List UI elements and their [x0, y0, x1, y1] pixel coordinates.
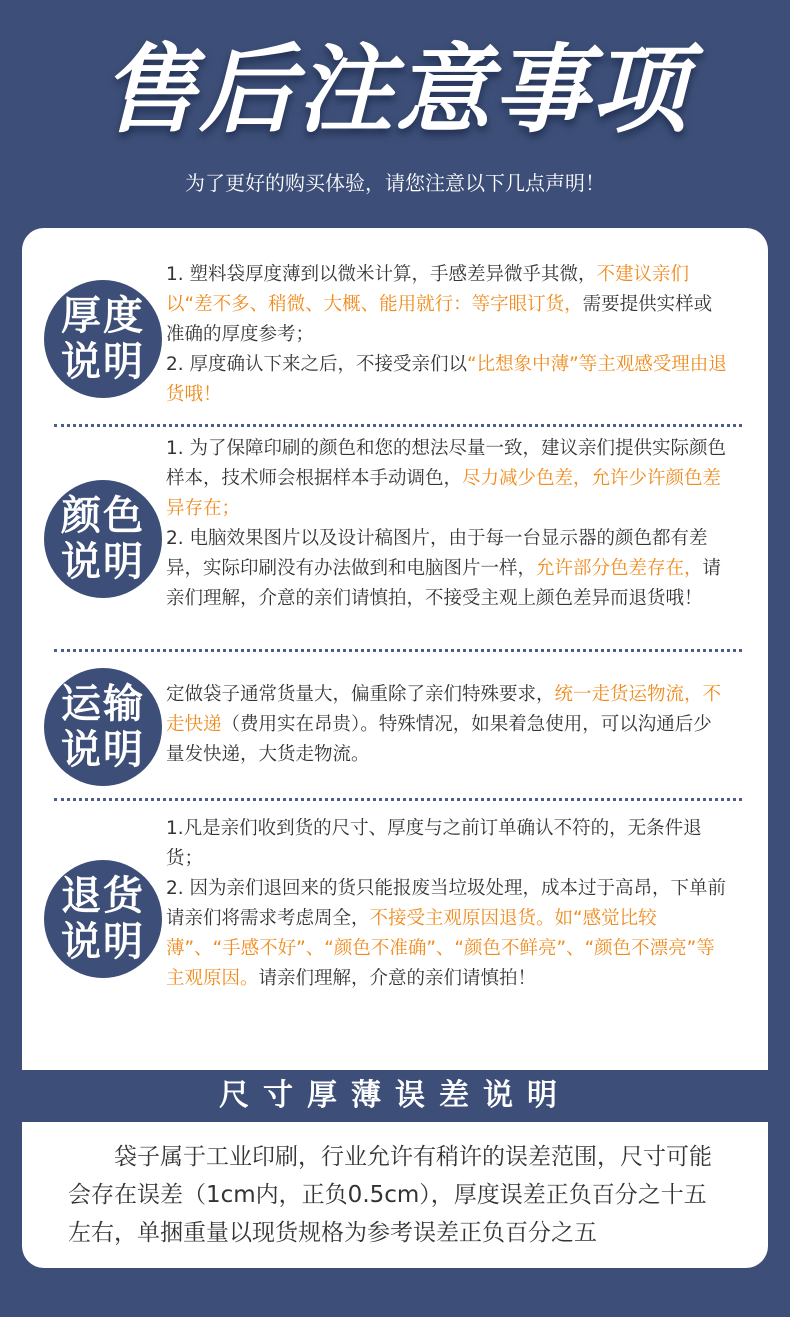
badge-line: 说明: [61, 539, 145, 585]
body-text: 1.凡是亲们收到货的尺寸、厚度与之前订单确认不符的，无条件退货；: [166, 818, 702, 869]
highlight-text: 不建议亲们以“差不多、稍微、大概、能用就行：等字眼订货，: [166, 264, 690, 315]
body-text: 定做袋子通常货量大，偏重除了亲们特殊要求，: [166, 684, 555, 705]
body-text: 需要提供实样或准确的厚度参考；: [166, 294, 713, 345]
body-text: 2. 厚度确认下来之后，不接受亲们以: [166, 354, 468, 375]
badge-thickness: [44, 280, 162, 398]
dotted-divider: [54, 798, 742, 801]
section-paragraph: [166, 680, 728, 770]
section-paragraph: [166, 874, 728, 994]
badge-line: 说明: [61, 339, 145, 385]
tolerance-heading: 尺寸厚薄误差说明: [22, 1070, 768, 1122]
section-paragraph: [166, 434, 728, 524]
section-paragraph: [166, 524, 728, 614]
badge-line: 退货: [61, 873, 145, 919]
section-text: [166, 680, 728, 770]
section-paragraph: [166, 814, 728, 874]
body-text: 1. 为了保障印刷的颜色和您的想法尽量一致，建议亲们提供实际颜色样本，技术师会根据样本手动调色，: [166, 438, 727, 489]
badge-line: 说明: [61, 727, 145, 773]
badge-color: [44, 480, 162, 598]
body-text: 请亲们理解，介意的亲们请慎拍，不接受主观上颜色差异而退货哦！: [166, 558, 722, 609]
section-text: [166, 814, 728, 994]
badge-line: 厚度: [61, 293, 145, 339]
info-card: [22, 228, 768, 1268]
highlight-text: 允许部分色差存在，: [536, 558, 703, 579]
badge-line: 运输: [61, 681, 145, 727]
body-text: （费用实在昂贵）。特殊情况，如果着急使用，可以沟通后少量发快递，大货走物流。: [166, 714, 712, 765]
section-text: [166, 434, 728, 614]
highlight-text: 尽力减少色差，允许少许颜色差异存在；: [166, 468, 722, 519]
highlight-text: 统一走货运物流，不走快递: [166, 684, 722, 735]
badge-shipping: [44, 668, 162, 786]
body-text: 2. 电脑效果图片以及设计稿图片，由于每一台显示器的颜色都有差异，实际印刷没有办法做到和电脑图片一样，: [166, 528, 708, 579]
page-subtitle: 为了更好的购买体验，请您注意以下几点声明！: [185, 171, 605, 195]
badge-line: 颜色: [61, 493, 145, 539]
section-paragraph: [166, 350, 728, 410]
section-paragraph: [166, 260, 728, 350]
section-text: [166, 260, 728, 410]
highlight-text: 不接受主观原因退货。如“感觉比较薄”、“手感不好”、“颜色不准确”、“颜色不鲜亮”、“颜色不漂亮”等主观原因。: [166, 908, 715, 989]
dotted-divider: [54, 424, 742, 427]
page-title: 售后注意事项: [101, 34, 689, 146]
highlight-text: “比想象中薄”等主观感受理由退货哦！: [166, 354, 727, 405]
tolerance-text: 袋子属于工业印刷，行业允许有稍许的误差范围，尺寸可能会存在误差（1cm内，正负0.5cm），厚度误差正负百分之十五左右，单捆重量以现货规格为参考误差正负百分之五: [68, 1144, 712, 1246]
body-text: 1. 塑料袋厚度薄到以微米计算，手感差异微乎其微，: [166, 264, 597, 285]
badge-returns: [44, 860, 162, 978]
badge-line: 说明: [61, 919, 145, 965]
body-text: 请亲们理解，介意的亲们请慎拍！: [258, 968, 537, 989]
body-text: 2. 因为亲们退回来的货只能报废当垃圾处理，成本过于高昂，下单前请亲们将需求考虑周全，: [166, 878, 727, 929]
dotted-divider: [54, 649, 742, 652]
